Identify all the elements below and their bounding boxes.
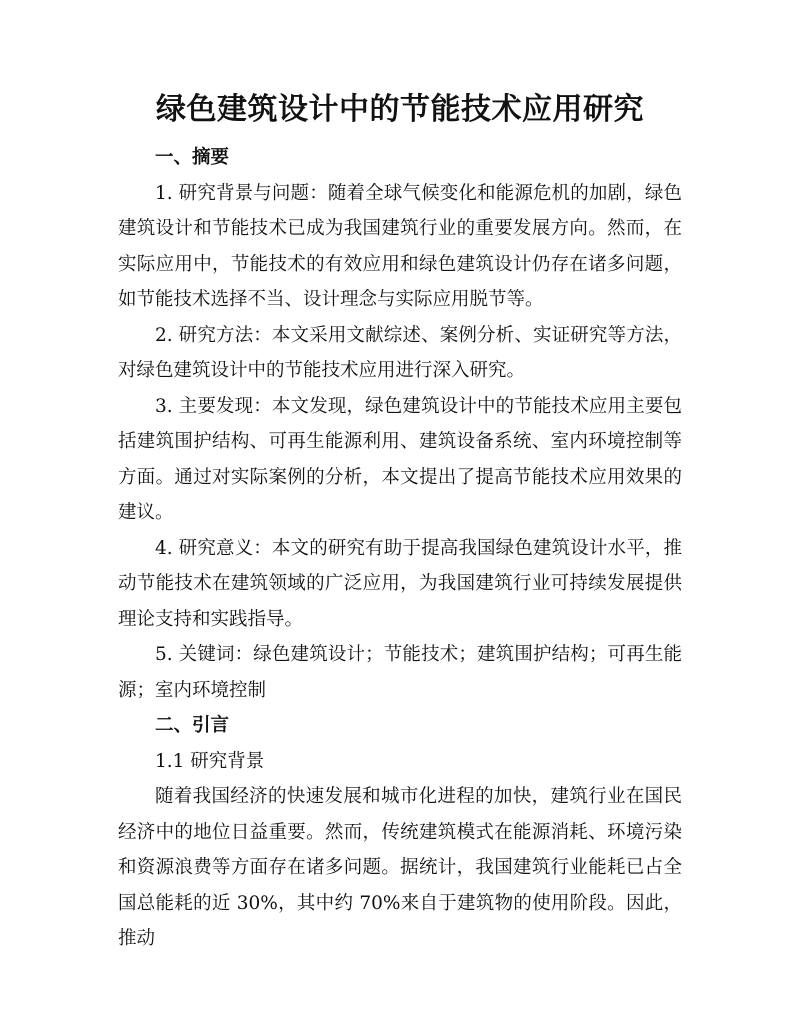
section-heading-abstract: 一、摘要 [155, 147, 230, 168]
subsection-heading-background: 1.1 研究背景 [155, 750, 265, 772]
abstract-paragraph-findings: 3. 主要发现：本文发现，绿色建筑设计中的节能技术应用主要包括建筑围护结构、可再生能源利用、建筑设备系统、室内环境控制等方面。通过对实际案例的分析，本文提出了提高节能技术应用效果的建议。 [118, 395, 682, 523]
abstract-paragraph-significance: 4. 研究意义：本文的研究有助于提高我国绿色建筑设计水平，推动节能技术在建筑领域的广泛应用，为我国建筑行业可持续发展提供理论支持和实践指导。 [118, 537, 682, 630]
abstract-paragraph-background: 1. 研究背景与问题：随着全球气候变化和能源危机的加剧，绿色建筑设计和节能技术已成为我国建筑行业的重要发展方向。然而，在实际应用中，节能技术的有效应用和绿色建筑设计仍存在诸多问题，如节能技术选择不当、设计理念与实际应用脱节等。 [118, 182, 682, 310]
abstract-paragraph-keywords: 5. 关键词：绿色建筑设计；节能技术；建筑围护结构；可再生能源；室内环境控制 [118, 644, 682, 701]
section-heading-introduction: 二、引言 [155, 715, 230, 736]
document-title: 绿色建筑设计中的节能技术应用研究 [156, 92, 644, 127]
introduction-paragraph: 随着我国经济的快速发展和城市化进程的加快，建筑行业在国民经济中的地位日益重要。然而，传统建筑模式在能源消耗、环境污染和资源浪费等方面存在诸多问题。据统计，我国建筑行业能耗已占全国总能耗的近 30%，其中约 70%来自于建筑物的使用阶段。因此，推动 [118, 786, 682, 949]
abstract-paragraph-methods: 2. 研究方法：本文采用文献综述、案例分析、实证研究等方法，对绿色建筑设计中的节能技术应用进行深入研究。 [118, 324, 682, 381]
